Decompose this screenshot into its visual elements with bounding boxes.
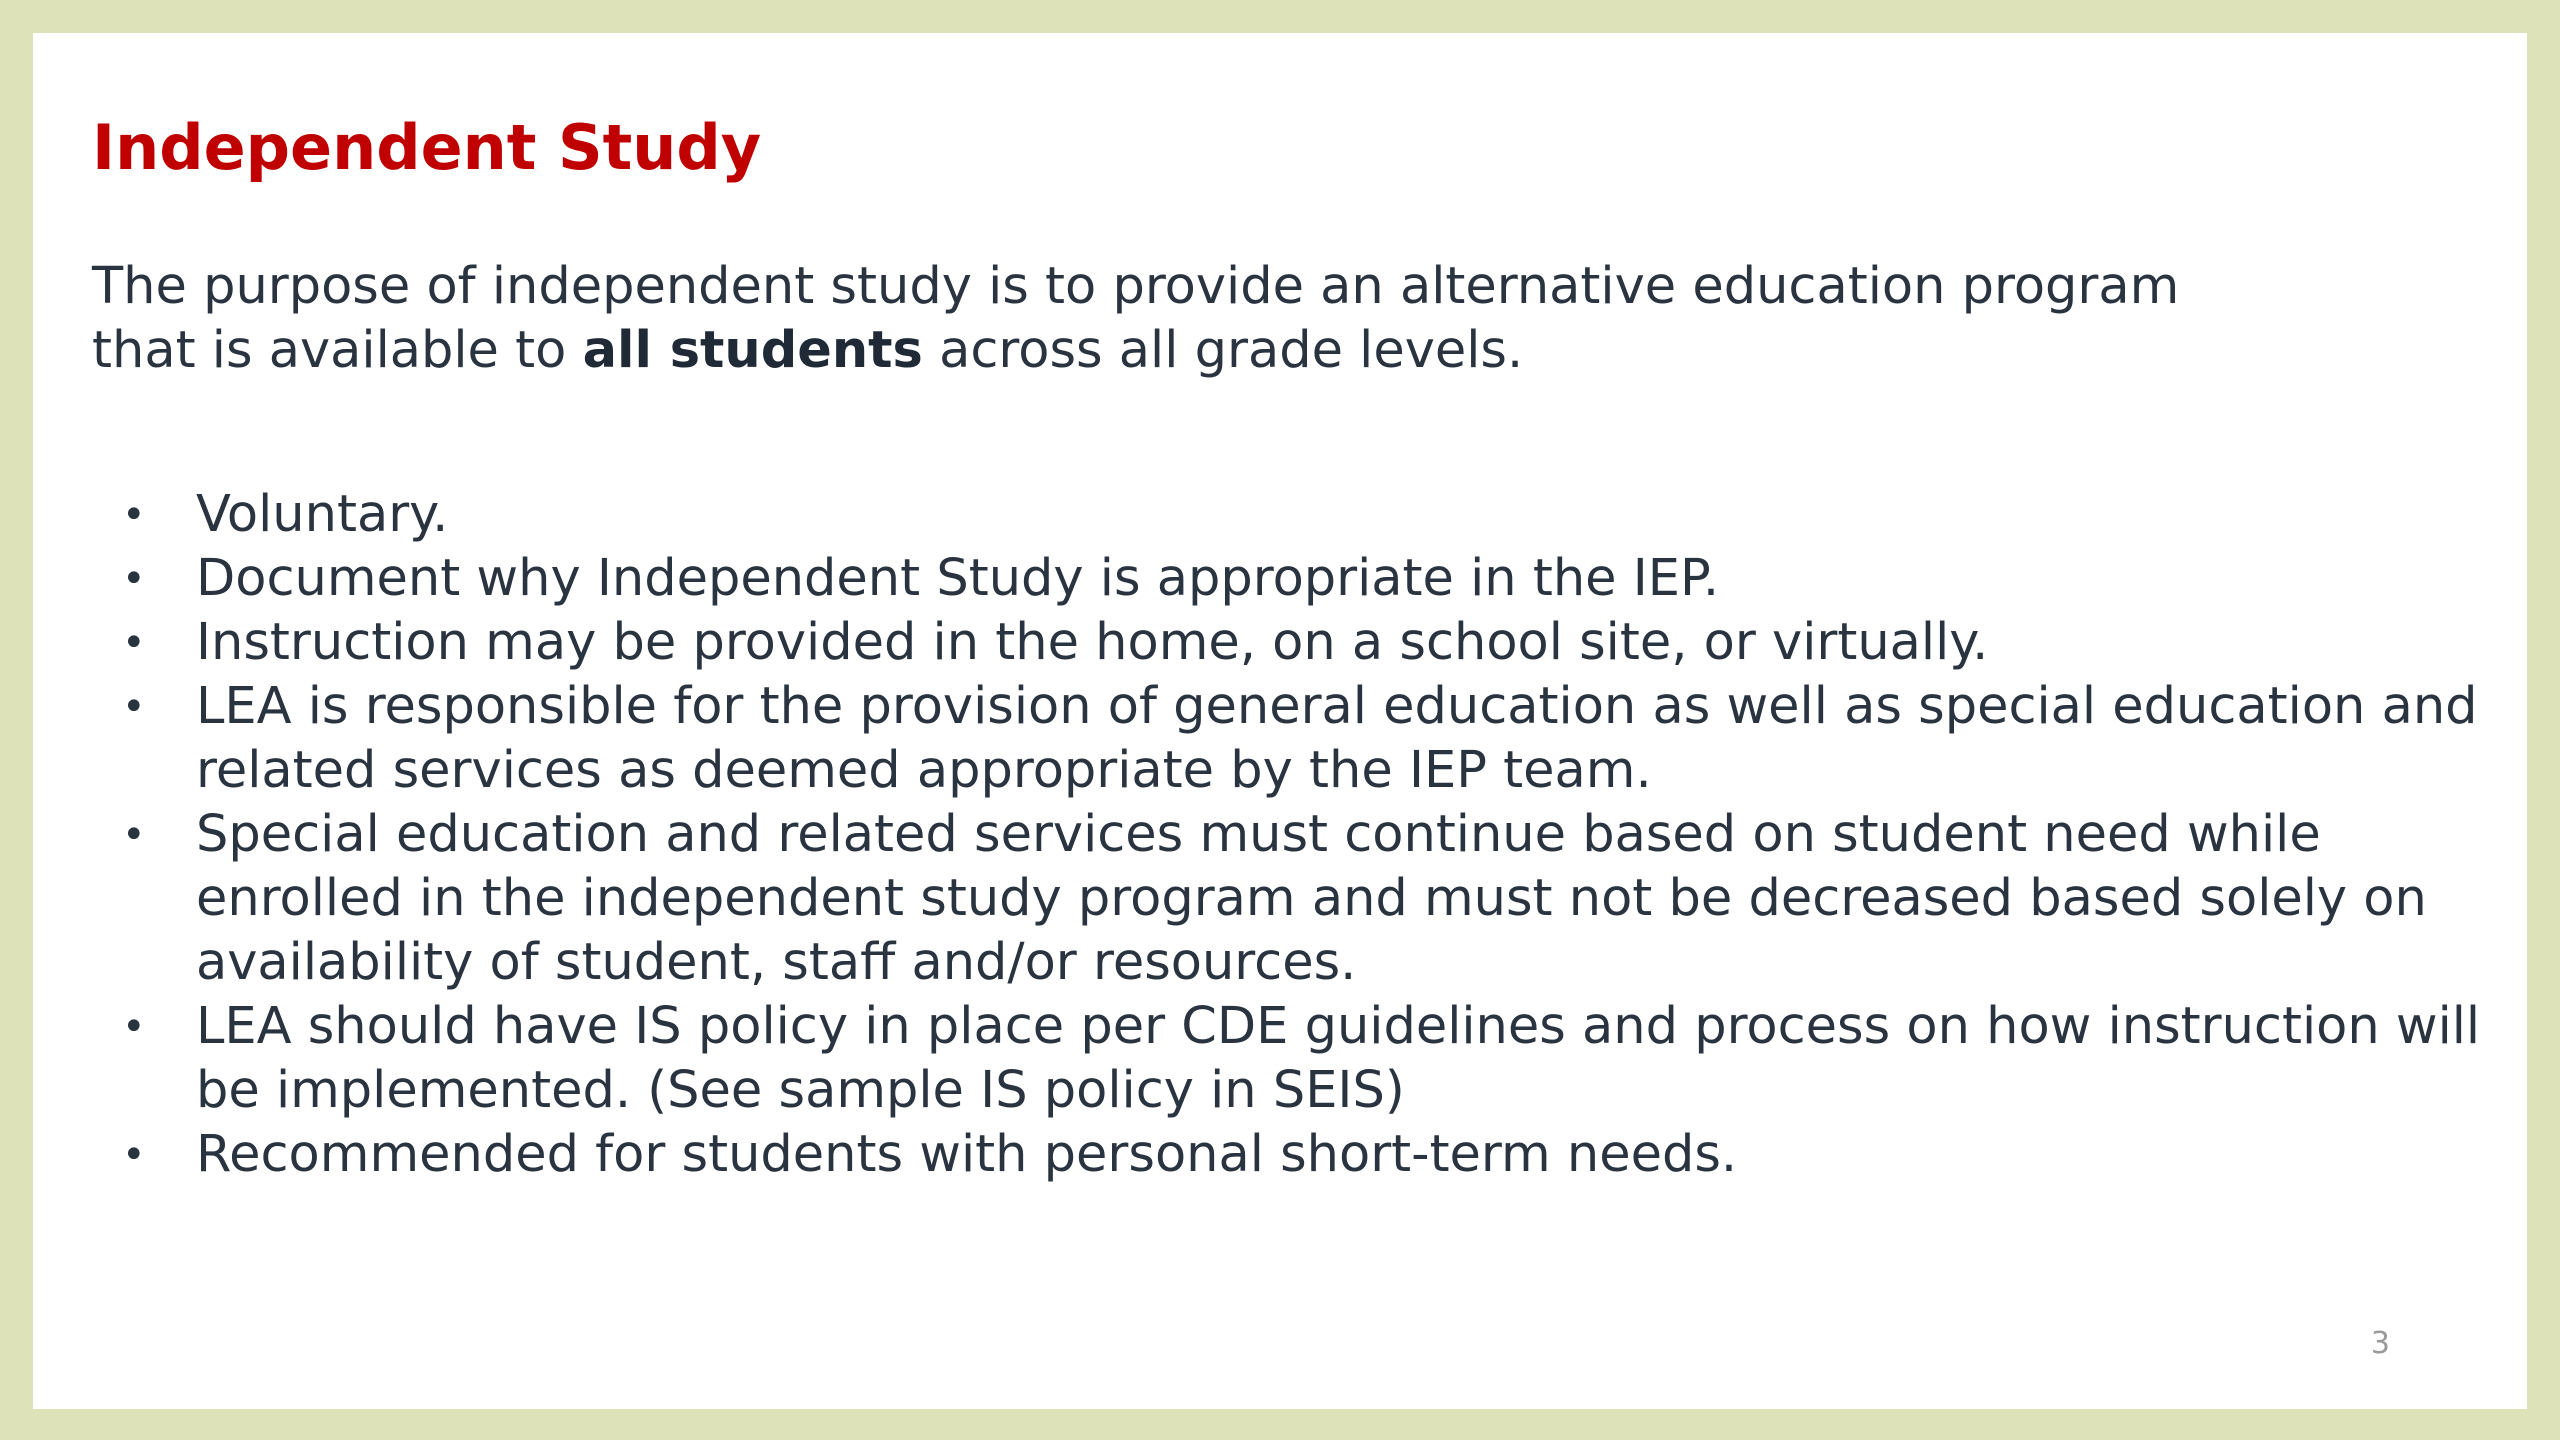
- bullet-icon: •: [122, 492, 146, 538]
- bullet-item: [92, 1123, 2502, 1187]
- bullet-icon: •: [122, 620, 146, 666]
- bullet-item: [92, 611, 2502, 675]
- slide: [33, 33, 2527, 1409]
- intro-text-before: that is available to: [92, 321, 583, 380]
- bullet-icon: •: [122, 684, 146, 730]
- intro-line-2: [92, 319, 2442, 383]
- bullet-text: Recommended for students with personal short-term needs.: [196, 1125, 1738, 1184]
- intro-paragraph: [92, 255, 2442, 383]
- bullet-item: [92, 675, 2502, 803]
- bullet-text: LEA is responsible for the provision of general education as well as special education and related services as deemed appropriate by the IEP team.: [196, 677, 2478, 800]
- intro-line-1: The purpose of independent study is to provide an alternative education program: [92, 257, 2180, 316]
- intro-text-after: across all grade levels.: [922, 321, 1524, 380]
- intro-emphasis: all students: [582, 321, 923, 380]
- bullet-icon: •: [122, 1004, 146, 1050]
- bullet-item: [92, 995, 2502, 1123]
- bullet-icon: •: [122, 812, 146, 858]
- bullet-text: Special education and related services must continue based on student need while enrolled in the independent study program and must not be decreased based solely on availability of student, staff and/or resources.: [196, 805, 2427, 992]
- bullet-icon: •: [122, 1132, 146, 1178]
- bullet-text: Voluntary.: [196, 485, 449, 544]
- bullet-item: [92, 803, 2502, 995]
- bullet-text: LEA should have IS policy in place per CDE guidelines and process on how instruction will be implemented. (See sample IS policy in SEIS): [196, 997, 2481, 1120]
- bullet-item: [92, 483, 2502, 547]
- bullet-icon: •: [122, 556, 146, 602]
- slide-title: Independent Study: [92, 111, 762, 184]
- bullet-list: [92, 483, 2502, 1187]
- page-number: 3: [2370, 1326, 2390, 1361]
- bullet-text: Instruction may be provided in the home, on a school site, or virtually.: [196, 613, 1989, 672]
- bullet-item: [92, 547, 2502, 611]
- bullet-text: Document why Independent Study is appropriate in the IEP.: [196, 549, 1720, 608]
